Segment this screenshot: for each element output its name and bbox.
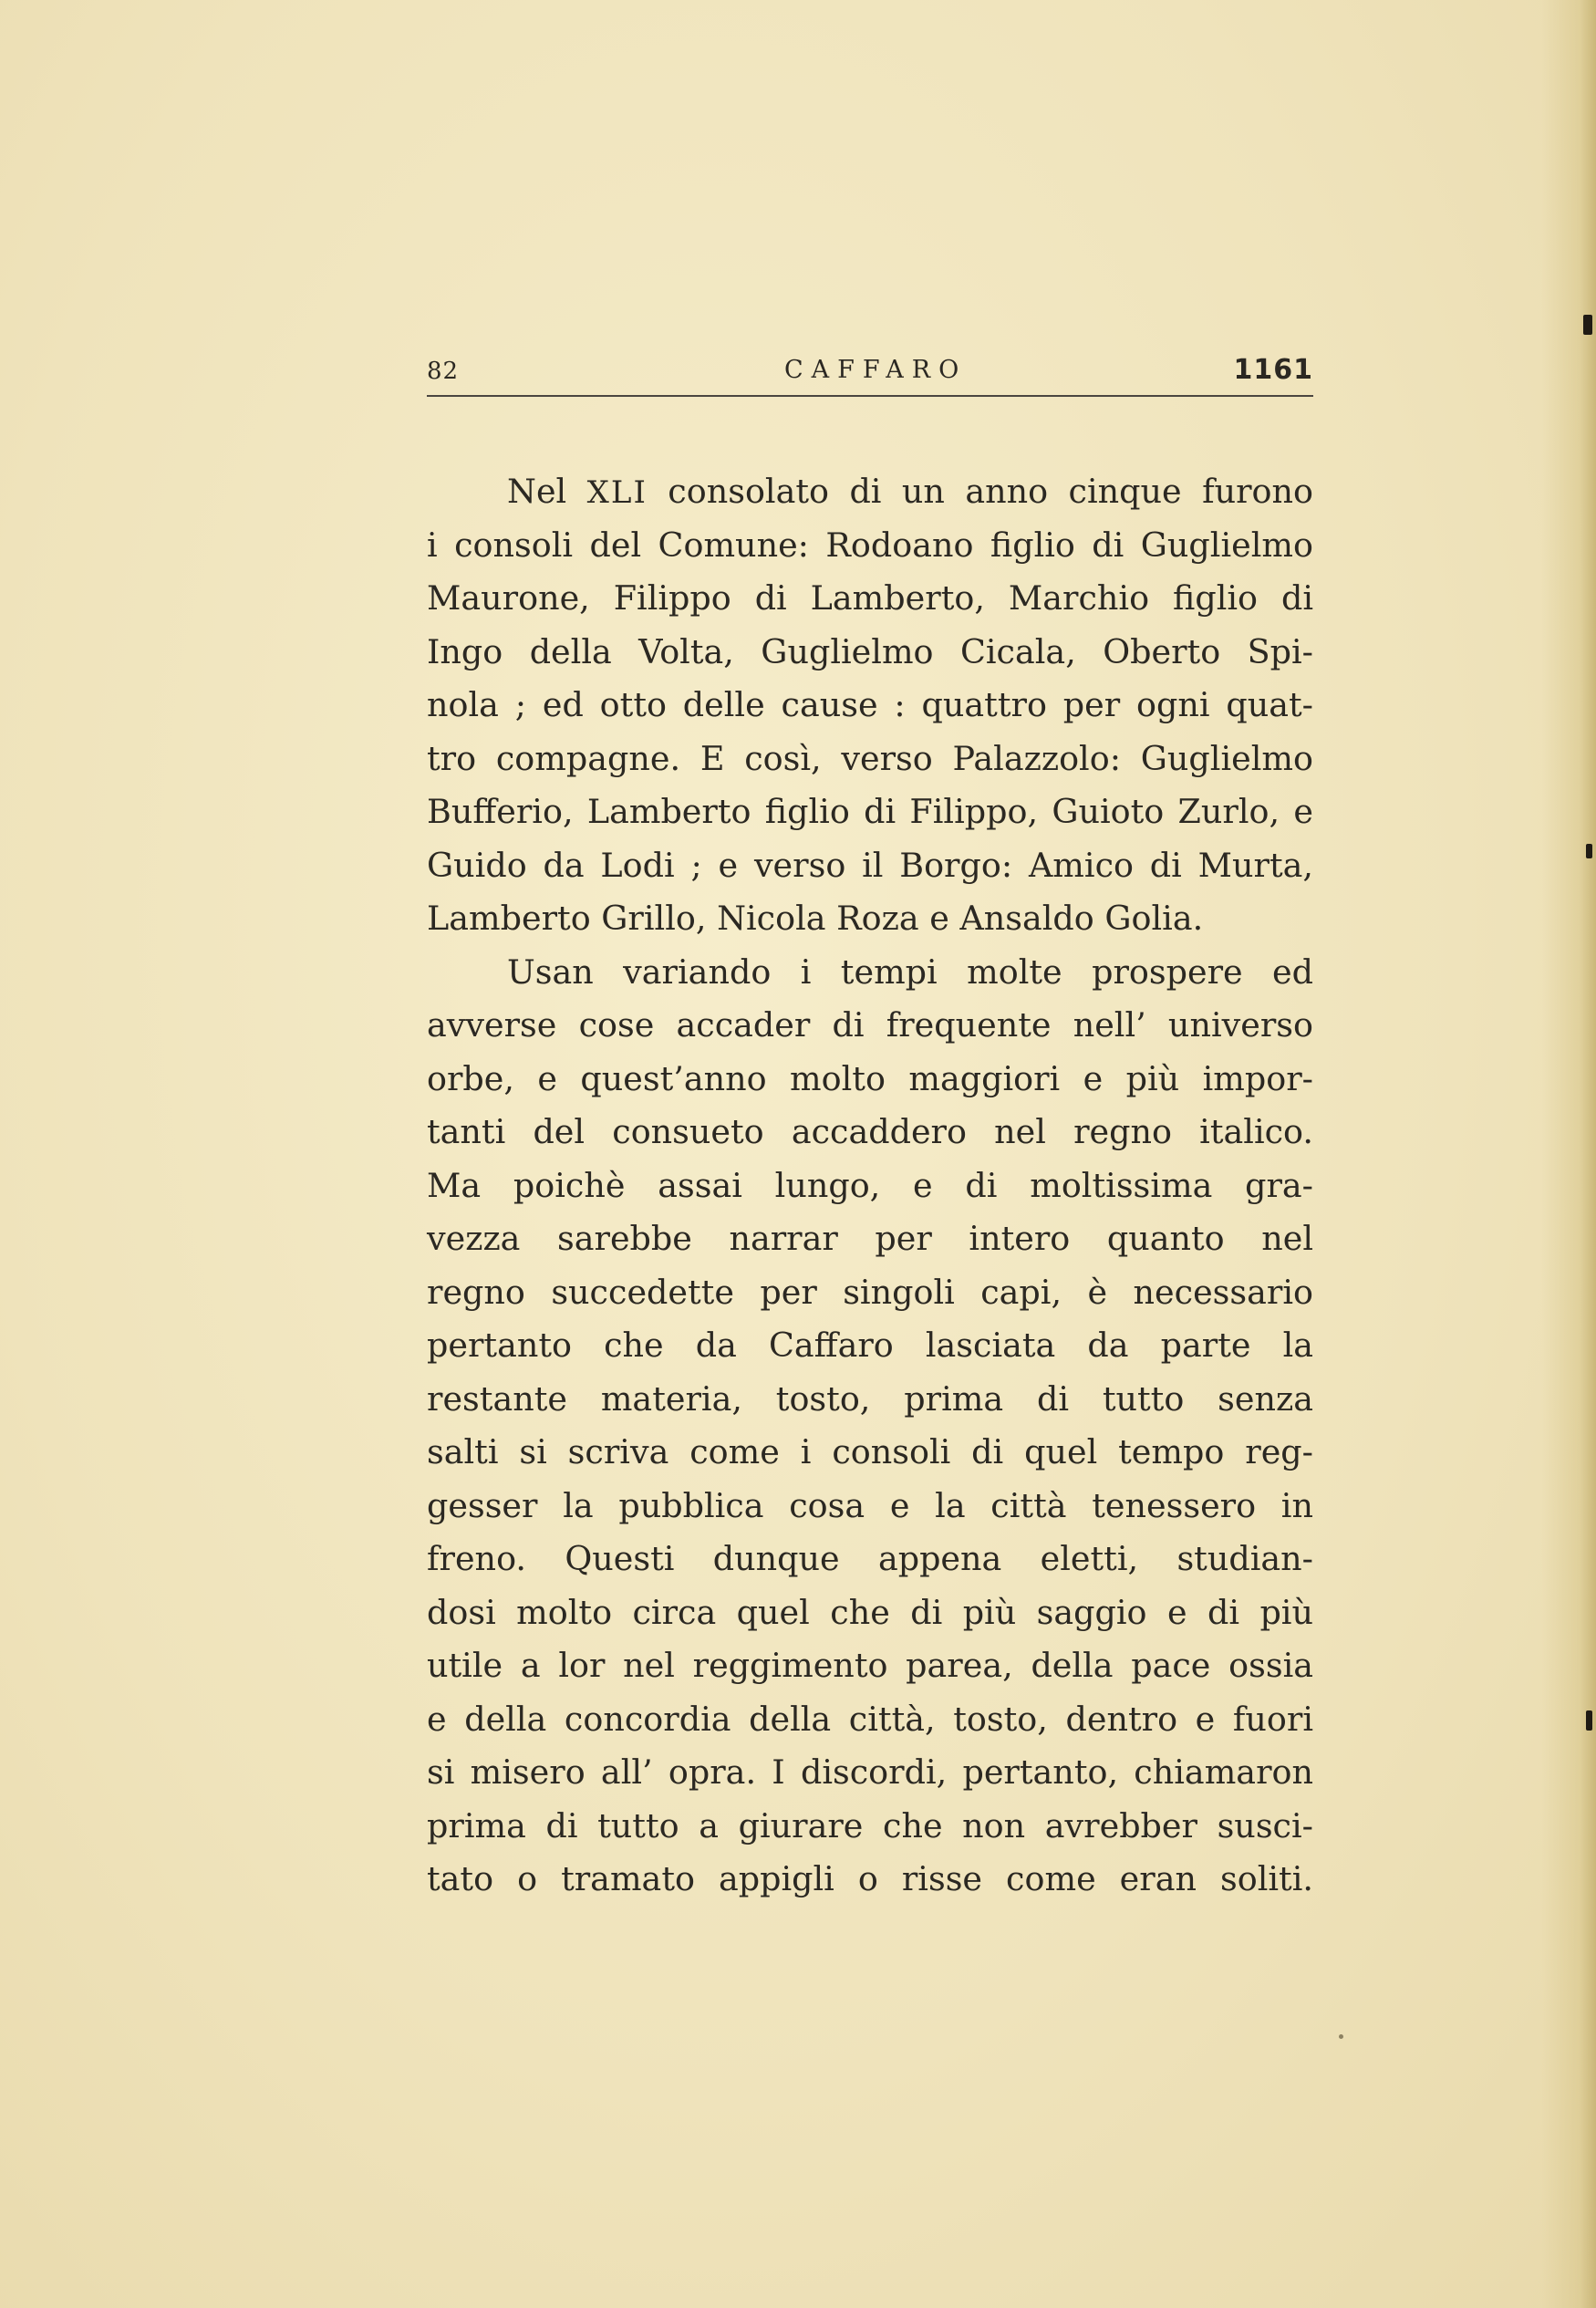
text-line: Ma poichè assai lungo, e di moltissima gra- [427, 1165, 1313, 1205]
text-line: salti si scriva come i consoli di quel tempo reg- [427, 1432, 1313, 1471]
year-label: 1161 [1233, 354, 1313, 386]
text-line: prima di tutto a giurare che non avrebber susci- [427, 1805, 1313, 1845]
text-line: tato o tramato appigli o risse come eran soliti. [427, 1859, 1313, 1898]
text-line: avverse cose accader di frequente nell’ universo [427, 1005, 1313, 1045]
header-rule [427, 395, 1313, 397]
text-line: Nel XLI consolato di un anno cinque furono [507, 472, 1313, 511]
text-line: Maurone, Filippo di Lamberto, Marchio figlio di [427, 578, 1313, 618]
text-line: dosi molto circa quel che di più saggio e di più [427, 1592, 1313, 1632]
paper-speck [1339, 2034, 1343, 2039]
text-line: regno succedette per singoli capi, è necessario [427, 1272, 1313, 1312]
text-line: i consoli del Comune: Rodoano figlio di Guglielmo [427, 525, 1313, 565]
text-line: Bufferio, Lamberto figlio di Filippo, Guioto Zurlo, e [427, 792, 1313, 831]
text-line: Guido da Lodi ; e verso il Borgo: Amico di Murta, [427, 845, 1313, 885]
page-edge-shadow [1541, 0, 1596, 2308]
text-line: restante materia, tosto, prima di tutto senza [427, 1378, 1313, 1419]
text-line: Ingo della Volta, Guglielmo Cicala, Oberto Spi- [427, 631, 1313, 671]
text-line: e della concordia della città, tosto, dentro e fuori [427, 1699, 1313, 1739]
text-line: utile a lor nel reggimento parea, della pace ossia [427, 1646, 1313, 1685]
body-text [427, 465, 1313, 1907]
text-line: freno. Questi dunque appena eletti, studian- [427, 1539, 1313, 1578]
text-line: Lamberto Grillo, Nicola Roza e Ansaldo Golia. [427, 899, 1204, 938]
page-number: 82 [427, 358, 460, 385]
running-title: CAFFARO [784, 356, 968, 384]
page-edge-mark [1586, 1710, 1592, 1731]
text-line: nola ; ed otto delle cause : quattro per ogni quat- [427, 685, 1313, 724]
text-line: si misero all’ opra. I discordi, pertanto, chiamaron [427, 1752, 1313, 1792]
text-line: vezza sarebbe narrar per intero quanto nel [427, 1219, 1313, 1258]
text-line: tanti del consueto accaddero nel regno italico. [427, 1112, 1313, 1151]
text-line: Usan variando i tempi molte prospere ed [507, 951, 1313, 992]
text-line: gesser la pubblica cosa e la città tenessero in [427, 1485, 1313, 1525]
running-header [427, 347, 1313, 392]
roman-numeral: XLI [586, 474, 648, 511]
text-line: tro compagne. E così, verso Palazzolo: Guglielmo [427, 738, 1313, 778]
text-line: pertanto che da Caffaro lasciata da parte la [427, 1326, 1313, 1365]
text-line: orbe, e quest’anno molto maggiori e più impor- [427, 1058, 1313, 1098]
page-edge-mark [1586, 844, 1592, 858]
page-edge-mark [1583, 315, 1592, 335]
